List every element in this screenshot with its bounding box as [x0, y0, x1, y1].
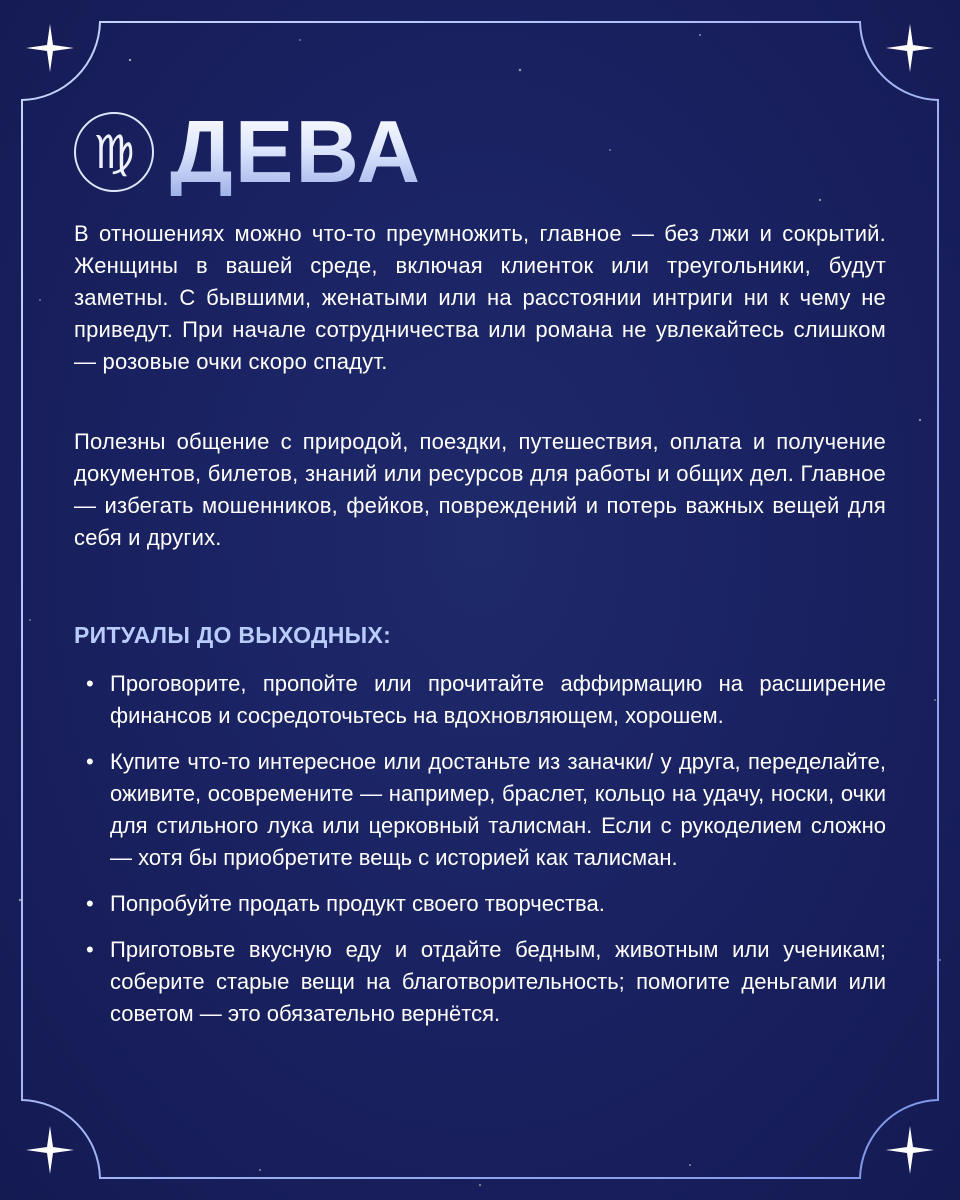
- list-item-text: Приготовьте вкусную еду и отдайте бедным, животным или ученикам; соберите старые вещи на благотворительность; помогите деньгами или советом — это обязательно вернётся.: [110, 937, 886, 1026]
- bullet-icon: •: [86, 749, 94, 774]
- paragraph-text: Полезны общение с природой, поездки, путешествия, оплата и получение документов, билетов, знаний или ресурсов для работы и общих дел. Главное — избегать мошенников, фейков, повреждений и потерь важных вещей для себя и других.: [74, 429, 886, 550]
- list-item-text: Купите что-то интересное или достаньте из заначки/ у друга, переделайте, оживите, осовремените — например, браслет, кольцо на удачу, носки, очки для стильного лука или церковный талисман. Если с рукоделием сложно — хотя бы приобретите вещь с историей как талисман.: [110, 749, 886, 870]
- paragraph-relationships: [74, 218, 886, 378]
- page-title: ДЕВА: [170, 102, 423, 201]
- bullet-icon: •: [86, 891, 94, 916]
- list-item: [84, 668, 886, 732]
- sparkle-icon: [22, 20, 78, 76]
- rituals-heading: РИТУАЛЫ ДО ВЫХОДНЫХ:: [74, 622, 392, 648]
- sparkle-icon: [882, 1122, 938, 1178]
- paragraph-travel: [74, 426, 886, 554]
- list-item-text: Проговорите, пропойте или прочитайте аффирмацию на расширение финансов и сосредоточьтесь на вдохновляющем, хорошем.: [110, 671, 886, 728]
- bullet-icon: •: [86, 937, 94, 962]
- paragraph-text: В отношениях можно что-то преумножить, главное — без лжи и сокрытий. Женщины в вашей среде, включая клиенток или треугольники, будут заметны. С бывшими, женатыми или на расстоянии интриги ни к чему не приведут. При начале сотрудничества или романа не увлекайтесь слишком — розовые очки скоро спадут.: [74, 221, 886, 374]
- list-item: [84, 746, 886, 874]
- list-item: [84, 888, 886, 920]
- sparkle-icon: [22, 1122, 78, 1178]
- virgo-symbol: ♍: [93, 125, 135, 179]
- virgo-icon: [74, 112, 154, 192]
- rituals-list: [84, 668, 886, 1044]
- bullet-icon: •: [86, 671, 94, 696]
- sparkle-icon: [882, 20, 938, 76]
- sign-header: [74, 104, 422, 200]
- list-item: [84, 934, 886, 1030]
- list-item-text: Попробуйте продать продукт своего творчества.: [110, 891, 605, 916]
